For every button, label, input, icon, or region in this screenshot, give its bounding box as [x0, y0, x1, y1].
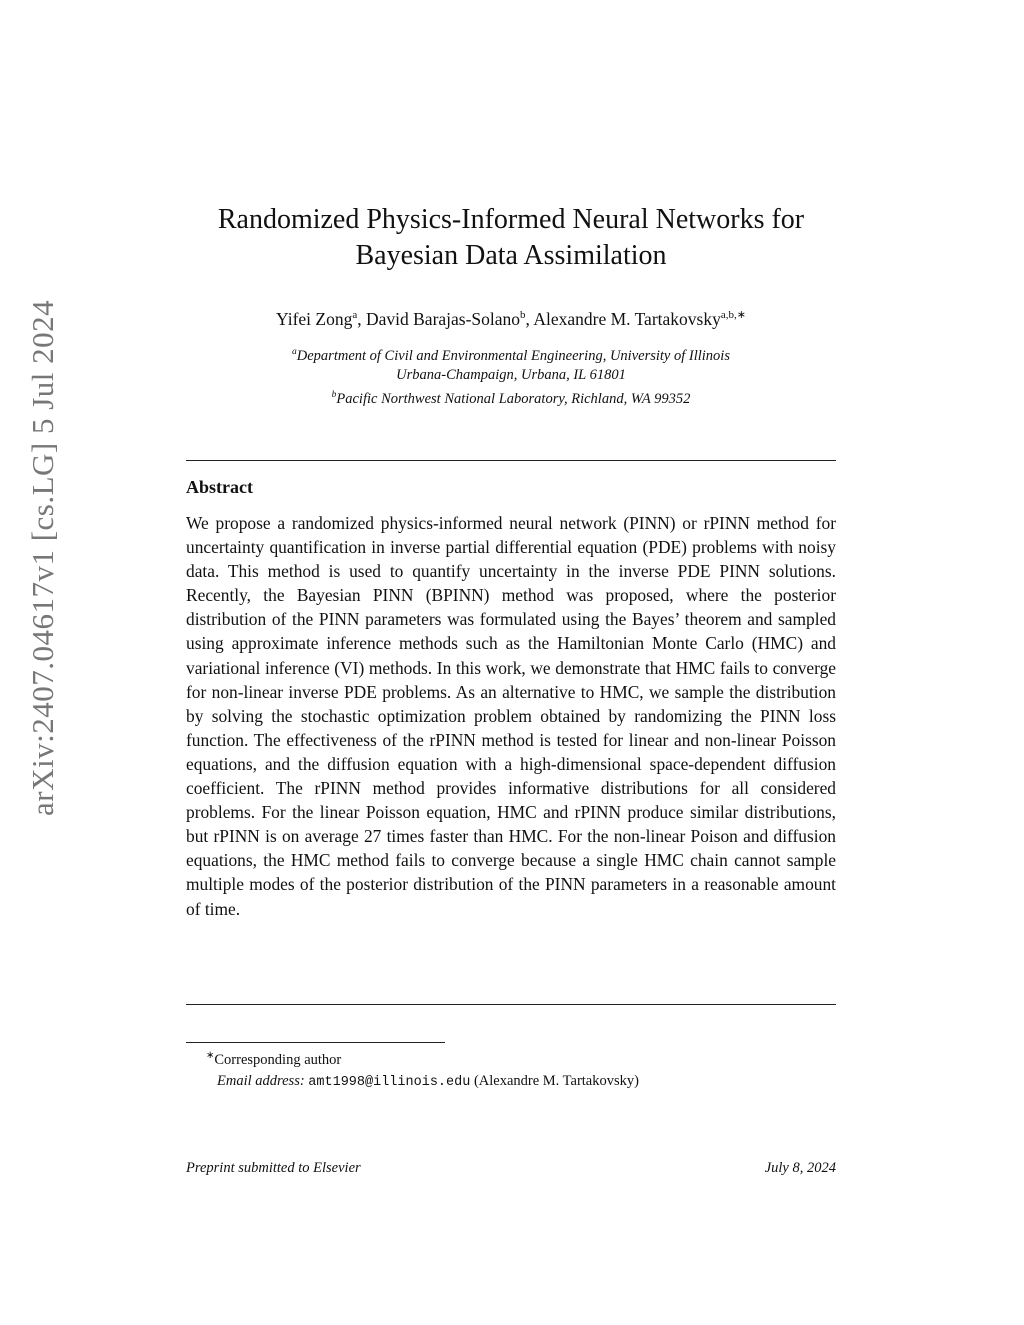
abstract-heading: Abstract: [186, 477, 253, 497]
abstract-text: We propose a randomized physics-informed neural network (PINN) or rPINN method for uncertainty quantification in inverse partial differential equation (PDE) problems with noisy data. This method is used to quantify uncertainty in the inverse PDE PINN solutions. Recently, the Bayesian PINN (BPINN) method was proposed, where the posterior distribution of the PINN parameters was formulated using the Bayes’ theorem and sampled using approximate inference methods such as the Hamiltonian Monte Carlo (HMC) and variational inference (VI) methods. In this work, we demonstrate that HMC fails to converge for non-linear inverse PDE problems. As an alternative to HMC, we sample the distribution by solving the stochastic optimization problem obtained by randomizing the PINN loss function. The effectiveness of the rPINN method is tested for linear and non-linear Poisson equations, and the diffusion equation with a high-dimensional space-dependent diffusion coefficient. The rPINN method provides informative distributions for all considered problems. For the linear Poisson equation, HMC and rPINN produce similar distributions, but rPINN is on average 27 times faster than HMC. For the non-linear Poison and diffusion equations, the HMC method fails to converge because a single HMC chain cannot sample multiple modes of the posterior distribution of the PINN parameters in a reasonable amount of time.: [186, 513, 836, 919]
email-link[interactable]: amt1998@illinois.edu: [308, 1074, 471, 1090]
preprint-date: July 8, 2024: [764, 1160, 836, 1176]
title-line-2: Bayesian Data Assimilation: [355, 240, 667, 271]
arxiv-identifier-stamp: arXiv:2407.04617v1 [cs.LG] 5 Jul 2024: [25, 299, 60, 816]
author-affil-mark: a: [352, 309, 358, 321]
affiliations: [186, 343, 836, 409]
author-affil-mark: a,b,∗: [720, 309, 746, 321]
email-owner: (Alexandre M. Tartakovsky): [473, 1072, 639, 1089]
corresponding-author-note: Corresponding author: [214, 1051, 342, 1068]
author-affil-mark: b: [520, 309, 526, 321]
author-list: Yifei Zong$^a$, David Barajas-Solano$^b$, Alexandre M. Tartakovsky$^{a,b,∗}$: [276, 308, 746, 329]
affiliation-b: $^b$Pacific Northwest National Laboratory, Richland, WA 99352: [331, 389, 691, 407]
footnote-rule: [186, 1042, 445, 1043]
footnote: [186, 1045, 836, 1093]
email-label: Email address:: [217, 1072, 305, 1089]
affiliation-a: $^a$Department of Civil and Environmental Engineering, University of Illinois: [292, 347, 730, 364]
preprint-notice: Preprint submitted to Elsevier: [186, 1160, 361, 1176]
author-name: Yifei Zong: [276, 308, 353, 329]
abstract-top-rule: [186, 460, 836, 461]
author-name: Alexandre M. Tartakovsky: [533, 308, 721, 329]
author-name: David Barajas-Solano: [365, 308, 521, 329]
paper-title: [186, 202, 836, 274]
abstract-bottom-rule: [186, 1004, 836, 1005]
footnote-marker: ∗: [206, 1050, 215, 1061]
title-line-1: Randomized Physics-Informed Neural Networks for: [217, 204, 805, 235]
affiliation-a-line-2: Urbana-Champaign, Urbana, IL 61801: [396, 367, 626, 384]
